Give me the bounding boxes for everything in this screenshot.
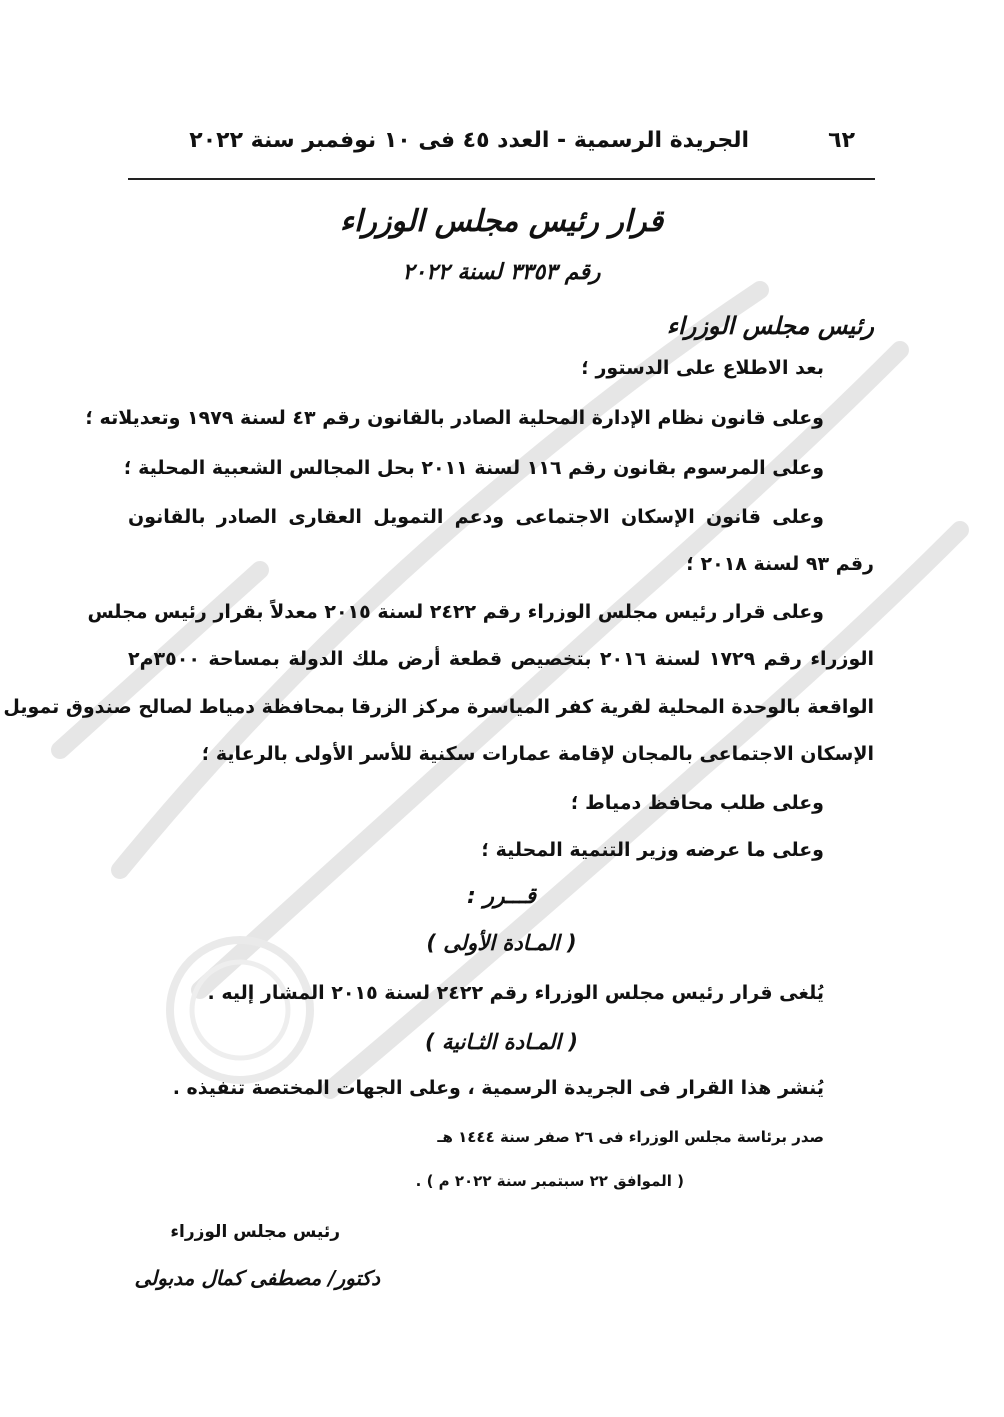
issuer-heading: رئيس مجلس الوزراء — [666, 312, 874, 340]
signatory-name: دكتور/ مصطفى كمال مدبولى — [134, 1266, 380, 1290]
preamble-line: الوزراء رقم ١٧٢٩ لسنة ٢٠١٦ بتخصيص قطعة أرض ملك الدولة بمساحة ٣٥٠٠م٢ — [128, 648, 874, 670]
page-header — [128, 124, 875, 164]
preamble-line: وعلى قانون الإسكان الاجتماعى ودعم التمويل العقارى الصادر بالقانون — [128, 506, 824, 528]
page-number: ٦٢ — [828, 128, 855, 153]
signatory-role: رئيس مجلس الوزراء — [170, 1222, 340, 1242]
issuance-date-hijri: صدر برئاسة مجلس الوزراء فى ٢٦ صفر سنة ١٤٤٤ هـ — [437, 1128, 824, 1146]
article-1-title: ( المـادة الأولى ) — [426, 931, 577, 955]
header-divider — [128, 178, 875, 180]
article-2-text: يُنشر هذا القرار فى الجريدة الرسمية ، وعلى الجهات المختصة تنفيذه . — [172, 1077, 824, 1099]
issuance-date-gregorian: ( الموافق ٢٢ سبتمبر سنة ٢٠٢٢ م ) . — [415, 1172, 684, 1190]
preamble-line: الإسكان الاجتماعى بالمجان لإقامة عمارات سكنية للأسر الأولى بالرعاية ؛ — [201, 743, 874, 765]
article-1-text: يُلغى قرار رئيس مجلس الوزراء رقم ٢٤٢٢ لسنة ٢٠١٥ المشار إليه . — [207, 982, 824, 1004]
decree-number: رقم ٣٣٥٣ لسنة ٢٠٢٢ — [402, 260, 601, 285]
preamble-line: وعلى ما عرضه وزير التنمية المحلية ؛ — [481, 839, 824, 861]
preamble-line: بعد الاطلاع على الدستور ؛ — [581, 357, 824, 379]
preamble-line: وعلى طلب محافظ دمياط ؛ — [570, 792, 824, 814]
preamble-line: وعلى المرسوم بقانون رقم ١١٦ لسنة ٢٠١١ بحل المجالس الشعبية المحلية ؛ — [123, 457, 824, 479]
article-2-title: ( المـادة الثـانية ) — [425, 1030, 578, 1054]
preamble-line: الواقعة بالوحدة المحلية لقرية كفر المياسرة مركز الزرقا بمحافظة دمياط لصالح صندوق تمويل — [3, 696, 874, 718]
preamble-line: رقم ٩٣ لسنة ٢٠١٨ ؛ — [686, 553, 874, 575]
preamble-line: وعلى قرار رئيس مجلس الوزراء رقم ٢٤٢٢ لسنة ٢٠١٥ معدلاً بقرار رئيس مجلس — [87, 601, 824, 623]
decree-title: قرار رئيس مجلس الوزراء — [339, 204, 664, 239]
gazette-issue: الجريدة الرسمية - العدد ٤٥ فى ١٠ نوفمبر سنة ٢٠٢٢ — [189, 128, 749, 153]
preamble-line: وعلى قانون نظام الإدارة المحلية الصادر بالقانون رقم ٤٣ لسنة ١٩٧٩ وتعديلاته ؛ — [85, 407, 824, 429]
decision-heading: قـــرر : — [466, 884, 537, 909]
